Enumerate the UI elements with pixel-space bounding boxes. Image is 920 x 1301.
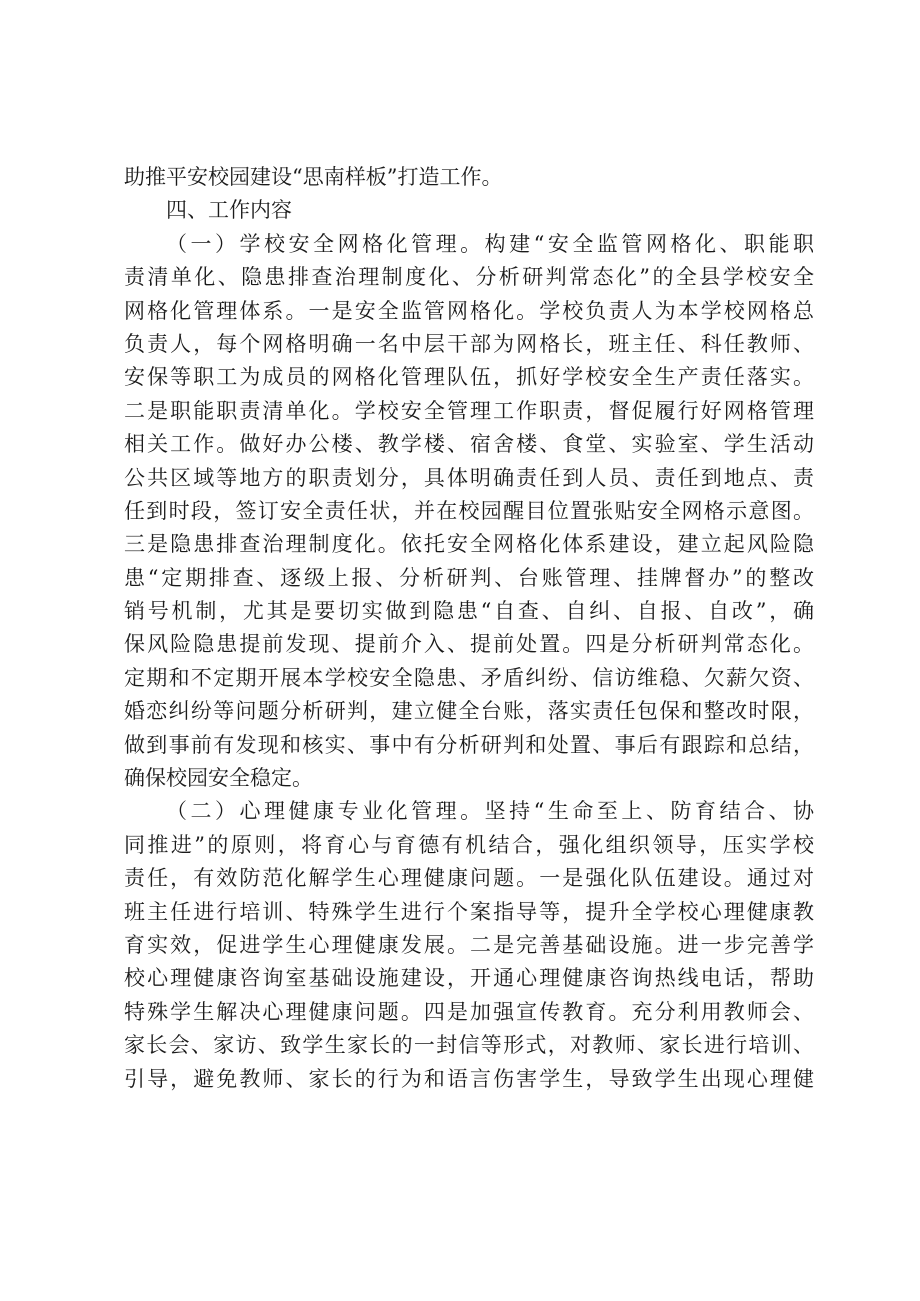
text-line: 引导，避免教师、家长的行为和语言伤害学生，导致学生出现心理健	[124, 1066, 814, 1091]
text-line: 定期和不定期开展本学校安全隐患、矛盾纠纷、信访维稳、欠薪欠资、	[124, 665, 814, 690]
text-line: 二是职能职责清单化。学校安全管理工作职责，督促履行好网格管理	[124, 398, 814, 423]
text-line: 家长会、家访、致学生家长的一封信等形式，对教师、家长进行培训、	[124, 1033, 814, 1058]
text-line: 患“定期排查、逐级上报、分析研判、台账管理、挂牌督办”的整改	[124, 565, 814, 590]
text-line: 销号机制，尤其是要切实做到隐患“自查、自纠、自报、自改”，确	[124, 599, 814, 624]
text-line: （二）心理健康专业化管理。坚持“生命至上、防育结合、协	[166, 799, 814, 824]
text-line: 责任，有效防范化解学生心理健康问题。一是强化队伍建设。通过对	[124, 866, 814, 891]
text-line: 确保校园安全稳定。	[124, 766, 313, 791]
text-line: 同推进”的原则，将育心与育德有机结合，强化组织领导，压实学校	[124, 832, 814, 857]
text-line: （一）学校安全网格化管理。构建“安全监管网格化、职能职	[166, 231, 814, 256]
text-line: 班主任进行培训、特殊学生进行个案指导等，提升全学校心理健康教	[124, 899, 814, 924]
text-line: 婚恋纠纷等问题分析研判，建立健全台账，落实责任包保和整改时限，	[124, 699, 814, 724]
text-line: 安保等职工为成员的网格化管理队伍，抓好学校安全生产责任落实。	[124, 365, 814, 390]
text-line: 做到事前有发现和核实、事中有分析研判和处置、事后有跟踪和总结，	[124, 732, 814, 757]
text-line: 特殊学生解决心理健康问题。四是加强宣传教育。充分利用教师会、	[124, 999, 814, 1024]
text-line: 网格化管理体系。一是安全监管网格化。学校负责人为本学校网格总	[124, 298, 814, 323]
text-line: 保风险隐患提前发现、提前介入、提前处置。四是分析研判常态化。	[124, 632, 814, 657]
text-line: 育实效，促进学生心理健康发展。二是完善基础设施。进一步完善学	[124, 932, 814, 957]
text-line: 校心理健康咨询室基础设施建设，开通心理健康咨询热线电话，帮助	[124, 966, 814, 991]
text-line: 责清单化、隐患排查治理制度化、分析研判常态化”的全县学校安全	[124, 265, 814, 290]
text-line: 助推平安校园建设“思南样板”打造工作。	[124, 165, 503, 189]
text-line: 四、工作内容	[166, 198, 292, 223]
document-body	[124, 161, 814, 1096]
text-line: 任到时段，签订安全责任状，并在校园醒目位置张贴安全网格示意图。	[124, 498, 814, 523]
text-line: 相关工作。做好办公楼、教学楼、宿舍楼、食堂、实验室、学生活动	[124, 432, 814, 457]
text-line: 三是隐患排查治理制度化。依托安全网格化体系建设，建立起风险隐	[124, 532, 814, 557]
text-line: 负责人，每个网格明确一名中层干部为网格长，班主任、科任教师、	[124, 331, 814, 356]
text-line: 公共区域等地方的职责划分，具体明确责任到人员、责任到地点、责	[124, 465, 814, 490]
